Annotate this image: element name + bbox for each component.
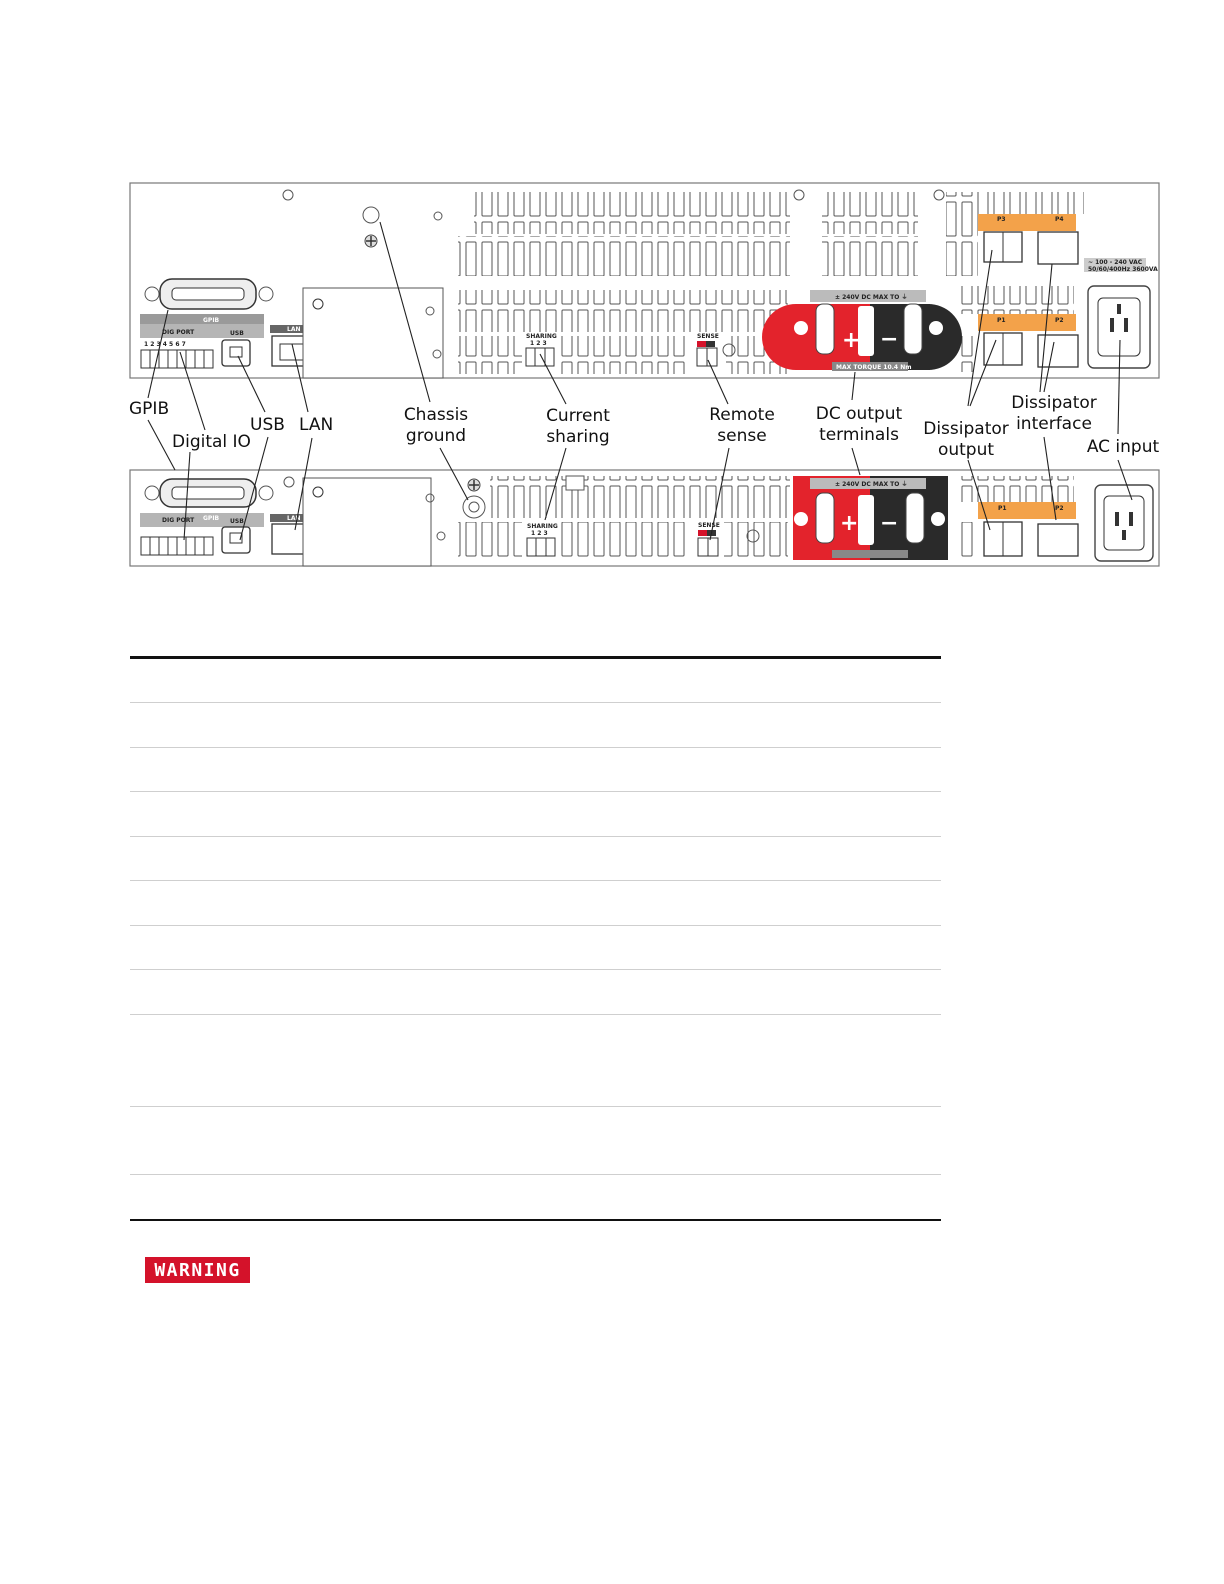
- table-row-divider: [130, 925, 941, 926]
- svg-text:50/60/400Hz 3600VA: 50/60/400Hz 3600VA: [1088, 266, 1158, 273]
- callout-dc-output-2: terminals: [819, 425, 899, 445]
- svg-text:SENSE: SENSE: [698, 522, 720, 529]
- callout-remote-sense-2: sense: [717, 426, 767, 446]
- table-row-divider: [130, 1014, 941, 1015]
- digital-io-connector: [141, 350, 213, 368]
- callout-current-sharing-1: Current: [546, 406, 610, 426]
- svg-text:P4: P4: [1055, 216, 1064, 223]
- callout-usb: USB: [250, 415, 285, 435]
- table-row-divider: [130, 1106, 941, 1107]
- table-row-divider: [130, 791, 941, 792]
- warning-badge: WARNING: [145, 1257, 250, 1283]
- svg-text:+: +: [842, 328, 861, 353]
- callout-dissipator-interface-1: Dissipator: [1011, 393, 1097, 413]
- callout-lan: LAN: [299, 415, 334, 435]
- svg-text:USB: USB: [230, 518, 244, 525]
- table-top-rule: [130, 656, 941, 659]
- callout-chassis-ground-2: ground: [405, 426, 467, 446]
- bottom-panel: [130, 470, 1159, 566]
- svg-text:SENSE: SENSE: [697, 333, 719, 340]
- svg-text:−: −: [880, 327, 899, 352]
- svg-text:P2: P2: [1055, 505, 1064, 512]
- svg-text:± 240V DC MAX TO ⏚: ± 240V DC MAX TO ⏚: [835, 481, 908, 488]
- current-sharing-connector: [526, 333, 557, 366]
- svg-text:1 2 3: 1 2 3: [530, 340, 547, 347]
- callout-labels: [129, 393, 1159, 460]
- svg-text:± 240V DC MAX TO ⏚: ± 240V DC MAX TO ⏚: [835, 294, 908, 301]
- top-panel: [130, 183, 1159, 378]
- table-row-divider: [130, 1174, 941, 1175]
- table-row-divider: [130, 747, 941, 748]
- callout-dissipator-interface-2: interface: [1016, 414, 1092, 434]
- svg-text:P1: P1: [998, 505, 1007, 512]
- gpib-connector: [145, 279, 273, 309]
- svg-text:GPIB: GPIB: [203, 515, 220, 522]
- svg-text:P1: P1: [997, 317, 1006, 324]
- svg-text:LAN: LAN: [287, 326, 301, 333]
- callout-remote-sense-1: Remote: [709, 405, 775, 425]
- rear-panel-diagram: [0, 0, 1224, 640]
- svg-text:+: +: [840, 511, 859, 536]
- svg-text:1 2 3: 1 2 3: [531, 530, 548, 537]
- table-row-divider: [130, 702, 941, 703]
- table-bottom-rule: [130, 1219, 941, 1221]
- svg-text:~ 100 - 240 VAC: ~ 100 - 240 VAC: [1088, 259, 1143, 266]
- callout-dc-output-1: DC output: [815, 404, 903, 424]
- svg-text:SHARING: SHARING: [526, 333, 557, 340]
- svg-text:P3: P3: [997, 216, 1006, 223]
- svg-text:USB: USB: [230, 330, 244, 337]
- table-row-divider: [130, 836, 941, 837]
- callout-chassis-ground-1: Chassis: [403, 405, 469, 425]
- callout-ac-input: AC input: [1086, 437, 1160, 457]
- table-row-divider: [130, 969, 941, 970]
- callout-dissipator-output-2: output: [937, 440, 995, 460]
- callout-gpib: GPIB: [129, 399, 170, 419]
- chassis-ground-icon: [365, 235, 377, 247]
- callout-current-sharing-2: sharing: [546, 427, 610, 447]
- svg-text:GPIB: GPIB: [203, 317, 220, 324]
- table-row-divider: [130, 880, 941, 881]
- svg-text:−: −: [880, 511, 899, 536]
- callout-digital-io: Digital IO: [172, 432, 251, 452]
- svg-text:LAN: LAN: [287, 515, 301, 522]
- svg-text:1 2 3 4 5 6 7: 1 2 3 4 5 6 7: [144, 341, 186, 348]
- svg-text:MAX TORQUE 10.4 Nm: MAX TORQUE 10.4 Nm: [836, 364, 912, 371]
- svg-text:DIG PORT: DIG PORT: [162, 329, 195, 336]
- svg-text:SHARING: SHARING: [527, 523, 558, 530]
- callout-dissipator-output-1: Dissipator: [923, 419, 1009, 439]
- svg-text:P2: P2: [1055, 317, 1064, 324]
- svg-text:DIG PORT: DIG PORT: [162, 517, 195, 524]
